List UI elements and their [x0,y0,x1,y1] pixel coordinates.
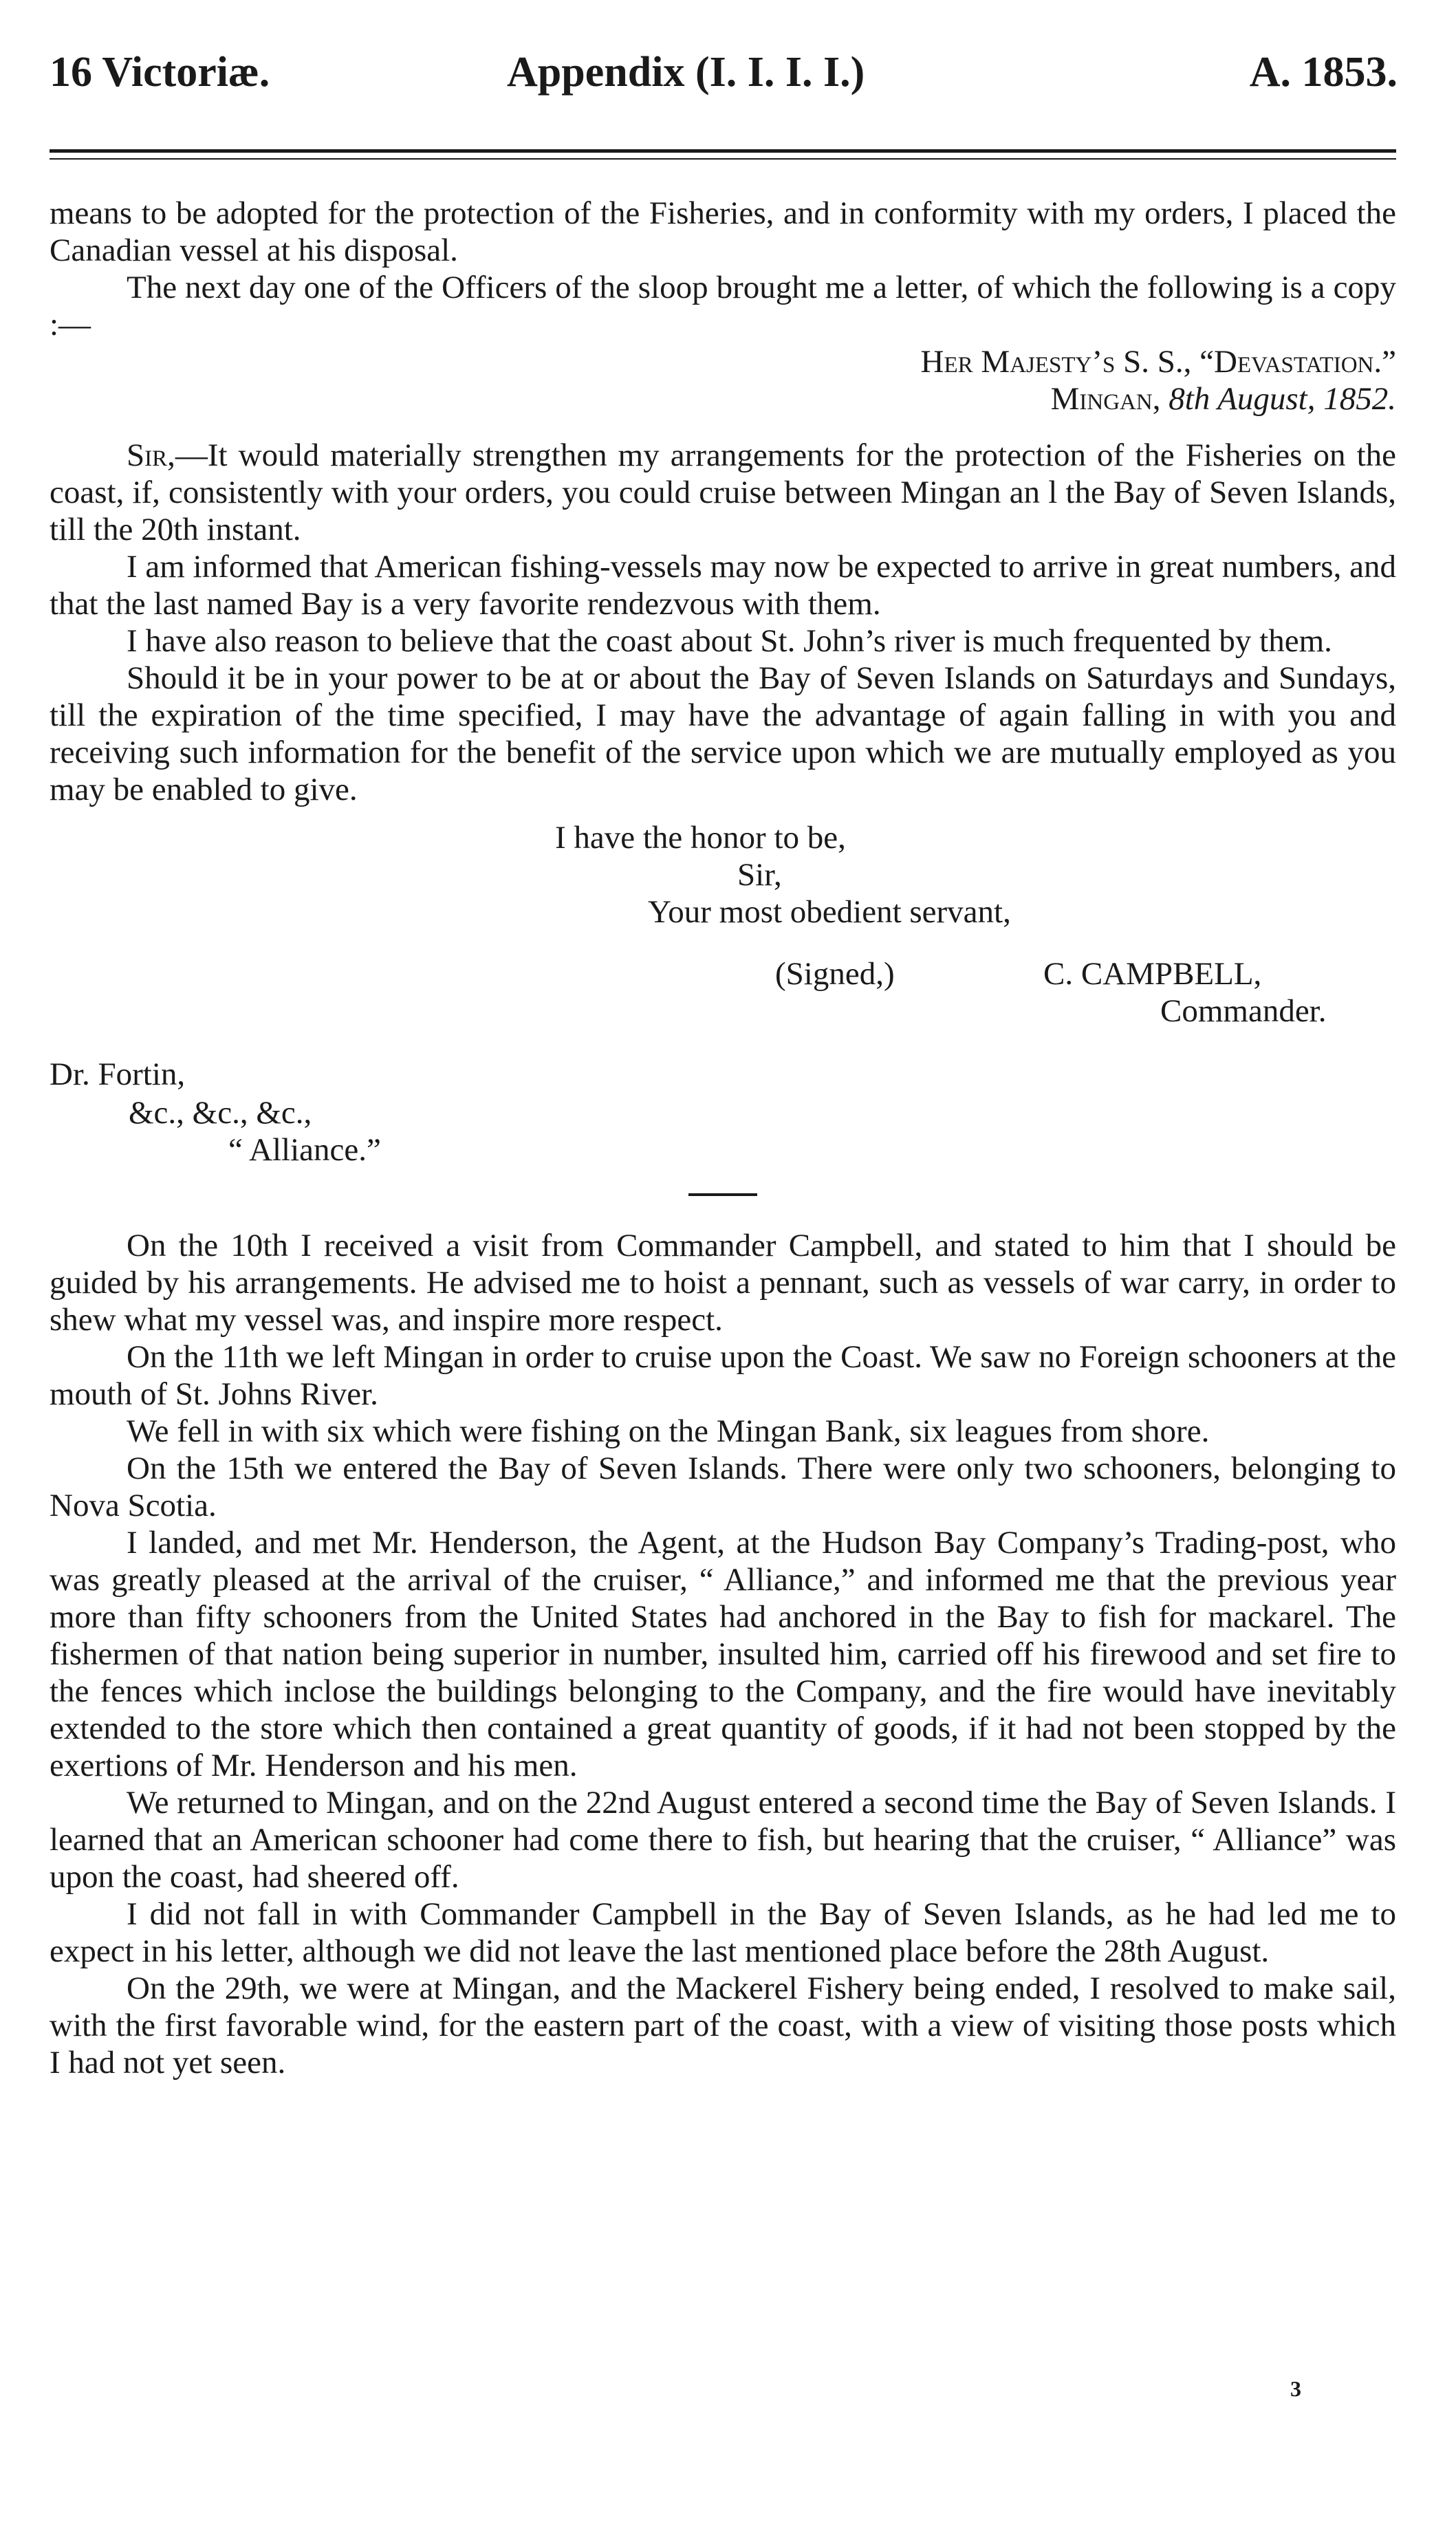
addressee-line: &c., &c., &c., [129,1095,312,1131]
page-body [50,195,1396,2081]
paragraph: On the 15th we entered the Bay of Seven Islands. There were only two schooners, belonging to Nova Scotia. [50,1451,1396,1523]
letter-text: —It would materially strengthen my arrangements for the protection of the Fisheries on the coast, if, consistently with your orders, you could cruise between Mingan an l the Bay of Seven Islands, till the 20th instant. [50,437,1396,547]
closing-line: Your most obedient servant, [648,894,1011,930]
letter-place: Mingan, [1050,381,1161,417]
section-divider [688,1193,757,1196]
letter-date: 8th August, 1852. [1169,381,1396,417]
header-year: A. 1853. [1249,49,1398,96]
letter-closing [50,808,1396,1035]
paragraph: I did not fall in with Commander Campbell in the Bay of Seven Islands, as he had led me to expect in his letter, although we did not leave the last mentioned place before the 28th August. [50,1896,1396,1969]
letter-paragraph: I am informed that American fishing-vessels may now be expected to arrive in great numbers, and that the last named Bay is a very favorite rendezvous with them. [50,549,1396,622]
header-session: 16 Victoriæ. [50,49,270,96]
signer-title: Commander. [1160,993,1327,1029]
paragraph: On the 10th I received a visit from Commander Campbell, and stated to him that I should be guided by his arrangements. He advised me to hoist a pennant, such as vessels of war carry, in order to shew what my vessel was, and inspire more respect. [50,1228,1396,1338]
letter-ship-line: Her Majesty’s S. S., “Devastation.” [920,344,1396,380]
paragraph: means to be adopted for the protection of the Fisheries, and in conformity with my orders, I placed the Canadian vessel at his disposal. [50,195,1396,268]
paragraph: We returned to Mingan, and on the 22nd August entered a second time the Bay of Seven Islands. I learned that an American schooner had come there to fish, but hearing that the cruiser, “ Alliance” was upon the coast, had sheered off. [50,1785,1396,1895]
paragraph: On the 29th, we were at Mingan, and the Mackerel Fishery being ended, I resolved to make sail, with the first favorable wind, for the eastern part of the coast, with a view of visiting those posts which I had not yet seen. [50,1970,1396,2081]
letter-paragraph: Should it be in your power to be at or about the Bay of Seven Islands on Saturdays and Sundays, till the expiration of the time specified, I may have the advantage of again falling in with you and receiving such information for the benefit of the service upon which we are mutually employed as you may be enabled to give. [50,660,1396,807]
letter-paragraph [50,437,1396,548]
header-rule-thin [50,158,1396,160]
page-number: 3 [1290,2376,1301,2401]
paragraph: I landed, and met Mr. Henderson, the Agent, at the Hudson Bay Company’s Trading-post, who was greatly pleased at the arrival of the cruiser, “ Alliance,” and informed me that the previous year more than fifty schooners from the United States had anchored in the Bay to fish for mackarel. The fishermen of that nation being superior in number, insulted him, carried off his firewood and set fire to the fences which inclose the buildings belonging to the Company, and the fire would have inevitably extended to the store which then contained a great quantity of goods, if it had not been stopped by the exertions of Mr. Henderson and his men. [50,1525,1396,1783]
letter-addressee [50,1035,1396,1173]
page-header [50,48,1398,117]
addressee-line: Dr. Fortin, [50,1056,186,1092]
header-rule-thick [50,149,1396,153]
letter-paragraph: I have also reason to believe that the coast about St. John’s river is much frequented by them. [127,623,1332,659]
closing-line: I have the honor to be, [555,820,846,856]
closing-line: Sir, [737,857,782,893]
signed-label: (Signed,) [775,956,895,992]
header-appendix: Appendix (I. I. I. I.) [507,49,865,96]
paragraph: The next day one of the Officers of the sloop brought me a letter, of which the following is a copy :— [50,270,1396,343]
addressee-line: “ Alliance.” [228,1132,381,1168]
paragraph: On the 11th we left Mingan in order to cruise upon the Coast. We saw no Foreign schooners at the mouth of St. Johns River. [50,1339,1396,1412]
paragraph: We fell in with six which were fishing on the Mingan Bank, six leagues from shore. [127,1413,1210,1449]
signer-name: C. CAMPBELL, [1043,956,1262,992]
letter-salutation: Sir, [127,437,175,473]
letter-dateline [50,380,1396,417]
